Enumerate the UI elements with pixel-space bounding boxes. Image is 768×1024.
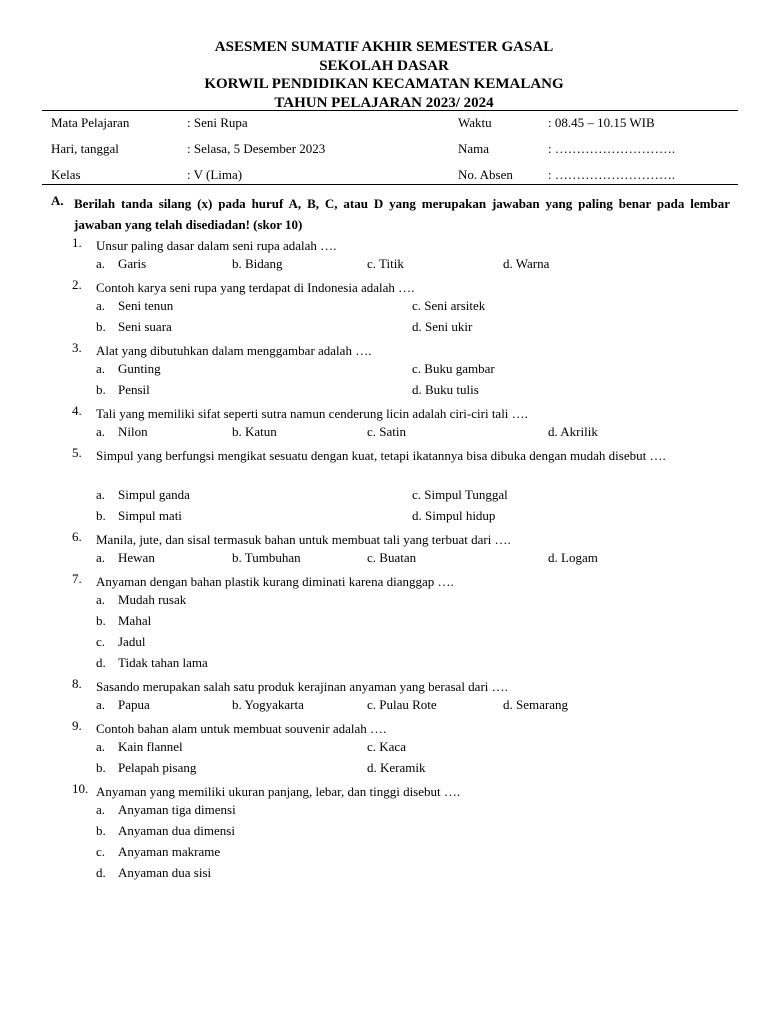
answer-option: [232, 550, 301, 566]
question-number: 1.: [72, 235, 82, 250]
option-text: Mudah rusak: [118, 592, 187, 607]
question-number: 8.: [72, 676, 82, 691]
option-text: b. Tumbuhan: [232, 550, 301, 565]
option-letter: a.: [96, 487, 106, 502]
option-letter: a.: [96, 697, 106, 712]
option-text: Pelapah pisang: [118, 760, 197, 775]
header-divider-top: [42, 110, 738, 111]
answer-option: [367, 550, 416, 566]
option-text: Tidak tahan lama: [118, 655, 208, 670]
option-text: Kain flannel: [118, 739, 183, 754]
option-text: Jadul: [118, 634, 146, 649]
exam-header: [0, 38, 768, 112]
option-letter: b.: [96, 823, 106, 838]
option-text: Anyaman makrame: [118, 844, 221, 859]
answer-option: [96, 550, 155, 566]
answer-option: [96, 424, 148, 440]
option-letter: a.: [96, 739, 106, 754]
answer-option: [232, 697, 304, 713]
info-row-subject: [0, 115, 768, 135]
question-text: Sasando merupakan salah satu produk kerajinan anyaman yang berasal dari ….: [96, 679, 508, 694]
option-letter: a.: [96, 256, 106, 271]
answer-option: [412, 319, 472, 335]
answer-option: [96, 844, 220, 860]
option-text: Nilon: [118, 424, 148, 439]
option-letter: b.: [96, 508, 106, 523]
date-label: Hari, tanggal: [51, 141, 119, 156]
option-letter: a.: [96, 592, 106, 607]
answer-option: [367, 424, 406, 440]
class-label: Kelas: [51, 167, 81, 182]
option-letter: a.: [96, 802, 106, 817]
answer-option: [96, 634, 145, 650]
answer-option: [96, 256, 146, 272]
answer-option: [548, 424, 598, 440]
option-letter: c.: [96, 634, 106, 649]
name-label: Nama: [458, 141, 490, 156]
answer-option: [503, 256, 549, 272]
answer-option: [367, 256, 404, 272]
option-text: d. Simpul hidup: [412, 508, 496, 523]
option-text: c. Kaca: [367, 739, 406, 754]
answer-option: [96, 802, 236, 818]
answer-option: [96, 655, 208, 671]
answer-option: [412, 361, 495, 377]
answer-option: [96, 298, 173, 314]
option-letter: b.: [96, 760, 106, 775]
option-text: Simpul ganda: [118, 487, 190, 502]
answer-option: [96, 613, 151, 629]
option-letter: b.: [96, 613, 106, 628]
option-letter: a.: [96, 550, 106, 565]
header-year: TAHUN PELAJARAN 2023/ 2024: [274, 94, 494, 111]
option-letter: c.: [96, 844, 106, 859]
answer-option: [548, 550, 598, 566]
question-text: Alat yang dibutuhkan dalam menggambar adalah ….: [96, 343, 372, 358]
option-text: d. Warna: [503, 256, 550, 271]
option-letter: a.: [96, 298, 106, 313]
answer-option: [503, 697, 568, 713]
answer-option: [96, 487, 190, 503]
answer-option: [232, 424, 277, 440]
answer-option: [367, 760, 425, 776]
answer-option: [96, 382, 150, 398]
subject-label: Mata Pelajaran: [51, 115, 130, 130]
question-number: 4.: [72, 403, 82, 418]
option-text: Anyaman dua sisi: [118, 865, 212, 880]
absen-label: No. Absen: [458, 167, 513, 182]
question-number: 6.: [72, 529, 82, 544]
option-text: d. Buku tulis: [412, 382, 479, 397]
option-text: Mahal: [118, 613, 152, 628]
option-text: c. Buatan: [367, 550, 417, 565]
question-text: Manila, jute, dan sisal termasuk bahan untuk membuat tali yang terbuat dari ….: [96, 532, 511, 547]
question-text: Contoh karya seni rupa yang terdapat di Indonesia adalah ….: [96, 280, 415, 295]
option-text: c. Satin: [367, 424, 406, 439]
option-text: d. Akrilik: [548, 424, 598, 439]
answer-option: [96, 592, 186, 608]
header-school: SEKOLAH DASAR: [319, 57, 449, 74]
option-letter: d.: [96, 655, 106, 670]
option-text: Hewan: [118, 550, 155, 565]
option-letter: a.: [96, 424, 106, 439]
class-value: : V (Lima): [187, 167, 243, 182]
answer-option: [96, 361, 161, 377]
option-text: Papua: [118, 697, 150, 712]
option-text: c. Pulau Rote: [367, 697, 437, 712]
option-letter: b.: [96, 382, 106, 397]
subject-value: : Seni Rupa: [187, 115, 248, 130]
section-instruction-text: Berilah tanda silang (x) pada huruf A, B, C, atau D yang merupakan jawaban yang paling benar pada lembar jawaban yang telah disediadan! (skor 10): [74, 196, 730, 232]
answer-option: [96, 865, 211, 881]
option-text: Simpul mati: [118, 508, 182, 523]
option-text: c. Simpul Tunggal: [412, 487, 508, 502]
question-text: Anyaman dengan bahan plastik kurang diminati karena dianggap ….: [96, 574, 454, 589]
answer-option: [412, 382, 479, 398]
answer-option: [412, 298, 485, 314]
option-text: c. Titik: [367, 256, 404, 271]
header-district: KORWIL PENDIDIKAN KECAMATAN KEMALANG: [204, 76, 564, 92]
answer-option: [96, 697, 150, 713]
option-text: b. Katun: [232, 424, 277, 439]
answer-option: [96, 739, 183, 755]
question-number: 10.: [72, 781, 89, 796]
question-text: Contoh bahan alam untuk membuat souvenir adalah ….: [96, 721, 387, 736]
question-text: Unsur paling dasar dalam seni rupa adalah ….: [96, 238, 337, 253]
option-letter: b.: [96, 319, 106, 334]
option-text: Pensil: [118, 382, 150, 397]
option-letter: a.: [96, 361, 106, 376]
question-text: Simpul yang berfungsi mengikat sesuatu dengan kuat, tetapi ikatannya bisa dibuka dengan mudah disebut ….: [96, 448, 666, 463]
section-letter: A.: [51, 193, 64, 208]
question-text: Tali yang memiliki sifat seperti sutra namun cenderung licin adalah ciri-ciri tali ….: [96, 406, 528, 421]
absen-value: : ……………………….: [548, 167, 676, 182]
answer-option: [367, 739, 406, 755]
option-text: Gunting: [118, 361, 161, 376]
question-number: 7.: [72, 571, 82, 586]
option-text: d. Seni ukir: [412, 319, 473, 334]
answer-option: [96, 823, 235, 839]
answer-option: [412, 508, 495, 524]
option-text: c. Seni arsitek: [412, 298, 486, 313]
option-text: Anyaman tiga dimensi: [118, 802, 236, 817]
answer-option: [232, 256, 283, 272]
time-value: : 08.45 – 10.15 WIB: [548, 115, 655, 130]
question-number: 9.: [72, 718, 82, 733]
answer-option: [96, 760, 196, 776]
option-text: b. Bidang: [232, 256, 283, 271]
option-text: c. Buku gambar: [412, 361, 495, 376]
question-number: 3.: [72, 340, 82, 355]
header-divider-bottom: [42, 184, 738, 185]
option-text: Anyaman dua dimensi: [118, 823, 235, 838]
option-letter: d.: [96, 865, 106, 880]
question-text: Anyaman yang memiliki ukuran panjang, lebar, dan tinggi disebut ….: [96, 784, 461, 799]
option-text: b. Yogyakarta: [232, 697, 304, 712]
header-title: ASESMEN SUMATIF AKHIR SEMESTER GASAL: [214, 39, 554, 55]
question-number: 5.: [72, 445, 82, 460]
question-number: 2.: [72, 277, 82, 292]
option-text: d. Semarang: [503, 697, 568, 712]
option-text: Seni tenun: [118, 298, 174, 313]
time-label: Waktu: [458, 115, 492, 130]
name-value: : ……………………….: [548, 141, 676, 156]
option-text: Garis: [118, 256, 147, 271]
answer-option: [96, 508, 182, 524]
answer-option: [367, 697, 437, 713]
date-value: : Selasa, 5 Desember 2023: [187, 141, 326, 156]
answer-option: [96, 319, 172, 335]
option-text: Seni suara: [118, 319, 172, 334]
option-text: d. Logam: [548, 550, 598, 565]
answer-option: [412, 487, 508, 503]
option-text: d. Keramik: [367, 760, 426, 775]
info-row-date: [0, 141, 768, 161]
